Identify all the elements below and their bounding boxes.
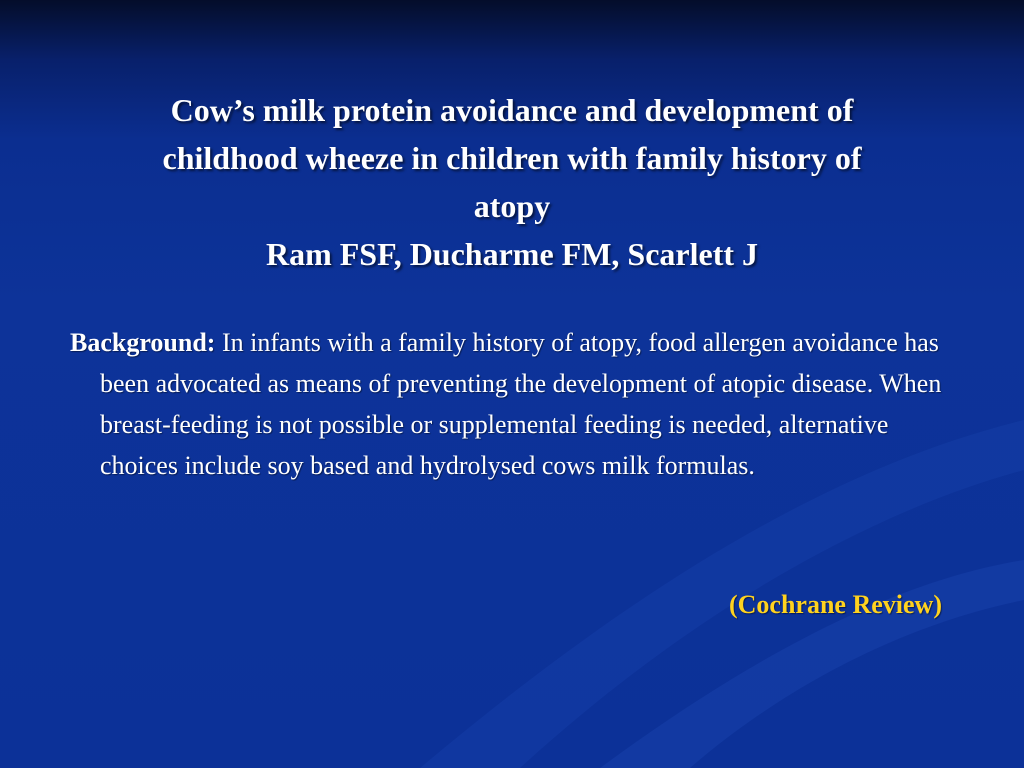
slide-title <box>40 86 984 278</box>
background-paragraph <box>70 322 942 486</box>
source-citation: (Cochrane Review) <box>729 590 942 619</box>
background-text: In infants with a family history of atopy, food allergen avoidance has been advocated as means of preventing the development of atopic disease. When breast-feeding is not possible or supplemental feeding is needed, alternative choices include soy based and hydrolysed cows milk formulas. <box>100 328 942 480</box>
background-label: Background: <box>70 328 216 357</box>
authors-line: Ram FSF, Ducharme FM, Scarlett J <box>265 236 759 272</box>
title-line-2: childhood wheeze in children with family history of <box>162 140 862 176</box>
title-line-1: Cow’s milk protein avoidance and development of <box>170 92 854 128</box>
title-line-3: atopy <box>473 188 551 224</box>
